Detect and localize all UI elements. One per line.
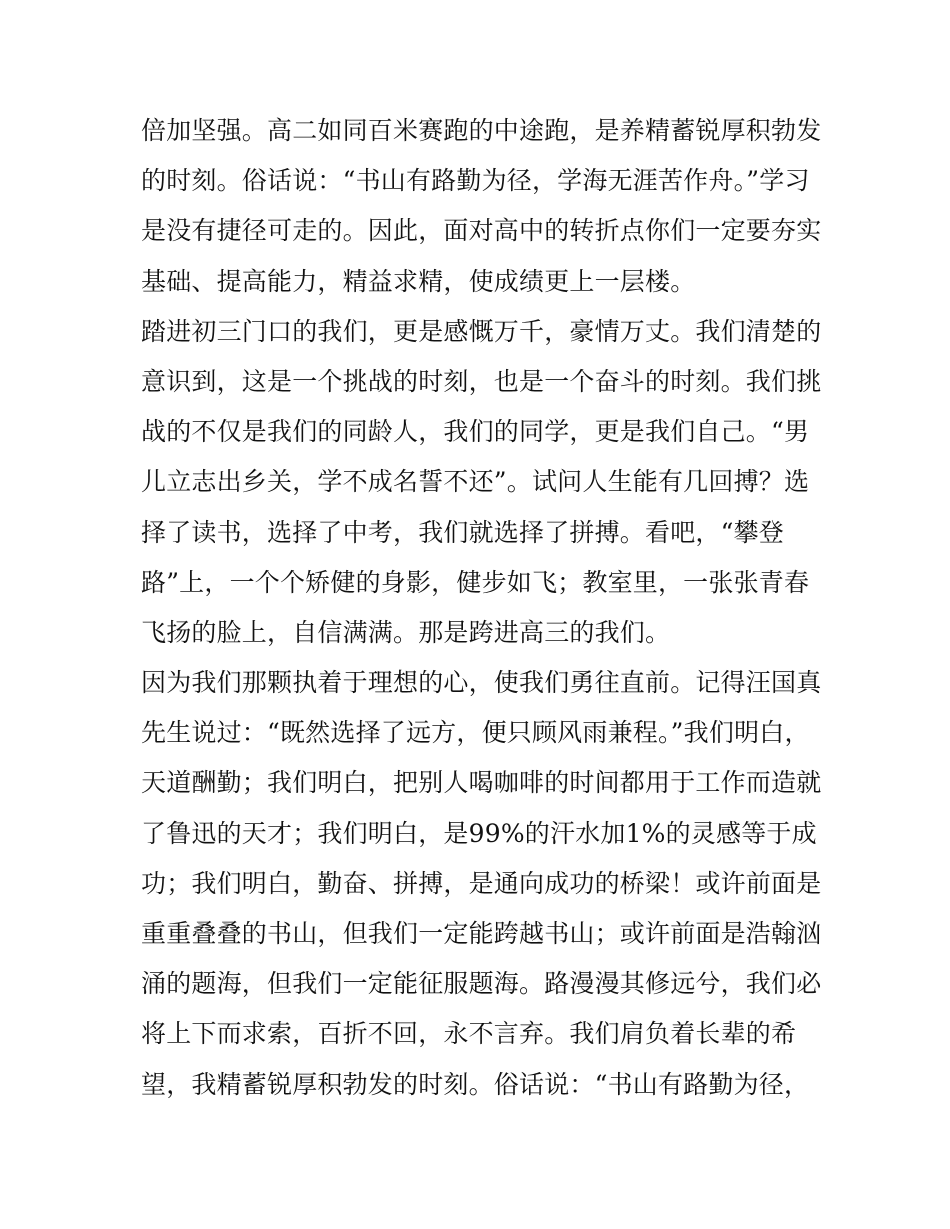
text-line-16: 功；我们明白，勤奋、拼搏，是通向成功的桥梁！或许前面是 <box>141 868 822 898</box>
text-line-12: 因为我们那颗执着于理想的心，使我们勇往直前。记得汪国真 <box>141 668 822 698</box>
text-line-11: 飞扬的脸上，自信满满。那是跨进高三的我们。 <box>141 617 671 647</box>
text-line-4: 基础、提高能力，精益求精，使成绩更上一层楼。 <box>141 266 696 296</box>
text-line-5: 踏进初三门口的我们，更是感慨万千，豪情万丈。我们清楚的 <box>141 316 822 346</box>
text-line-1: 倍加坚强。高二如同百米赛跑的中途跑，是养精蓄锐厚积勃发 <box>141 116 822 145</box>
document-body <box>141 106 822 1110</box>
text-line-15: 了鲁迅的天才；我们明白，是99%的汗水加1%的灵感等于成 <box>141 818 817 848</box>
text-line-18: 涌的题海，但我们一定能征服题海。路漫漫其修远兮，我们必 <box>141 969 822 999</box>
text-line-17: 重重叠叠的书山，但我们一定能跨越书山；或许前面是浩翰汹 <box>141 919 822 948</box>
text-line-9: 择了读书，选择了中考，我们就选择了拼搏。看吧，“攀登 <box>141 517 784 547</box>
text-line-10: 路”上，一个个矫健的身影，健步如飞；教室里，一张张青春 <box>141 567 810 597</box>
text-line-19: 将上下而求索，百折不回，永不言弃。我们肩负着长辈的希 <box>141 1019 797 1049</box>
text-line-2: 的时刻。俗话说：“书山有路勤为径，学海无涯苦作舟。”学习 <box>141 166 810 196</box>
text-line-8: 儿立志出乡关，学不成名誓不还”。试问人生能有几回搏？选 <box>141 467 810 497</box>
text-line-14: 天道酬勤；我们明白，把别人喝咖啡的时间都用于工作而造就 <box>141 768 822 798</box>
text-line-7: 战的不仅是我们的同龄人，我们的同学，更是我们自己。“男 <box>141 417 810 447</box>
text-line-6: 意识到，这是一个挑战的时刻，也是一个奋斗的时刻。我们挑 <box>141 366 822 396</box>
text-line-20: 望，我精蓄锐厚积勃发的时刻。俗话说：“书山有路勤为径， <box>141 1069 810 1099</box>
text-line-3: 是没有捷径可走的。因此，面对高中的转折点你们一定要夯实 <box>141 216 822 246</box>
text-line-13: 先生说过：“既然选择了远方，便只顾风雨兼程。”我们明白， <box>141 718 810 748</box>
